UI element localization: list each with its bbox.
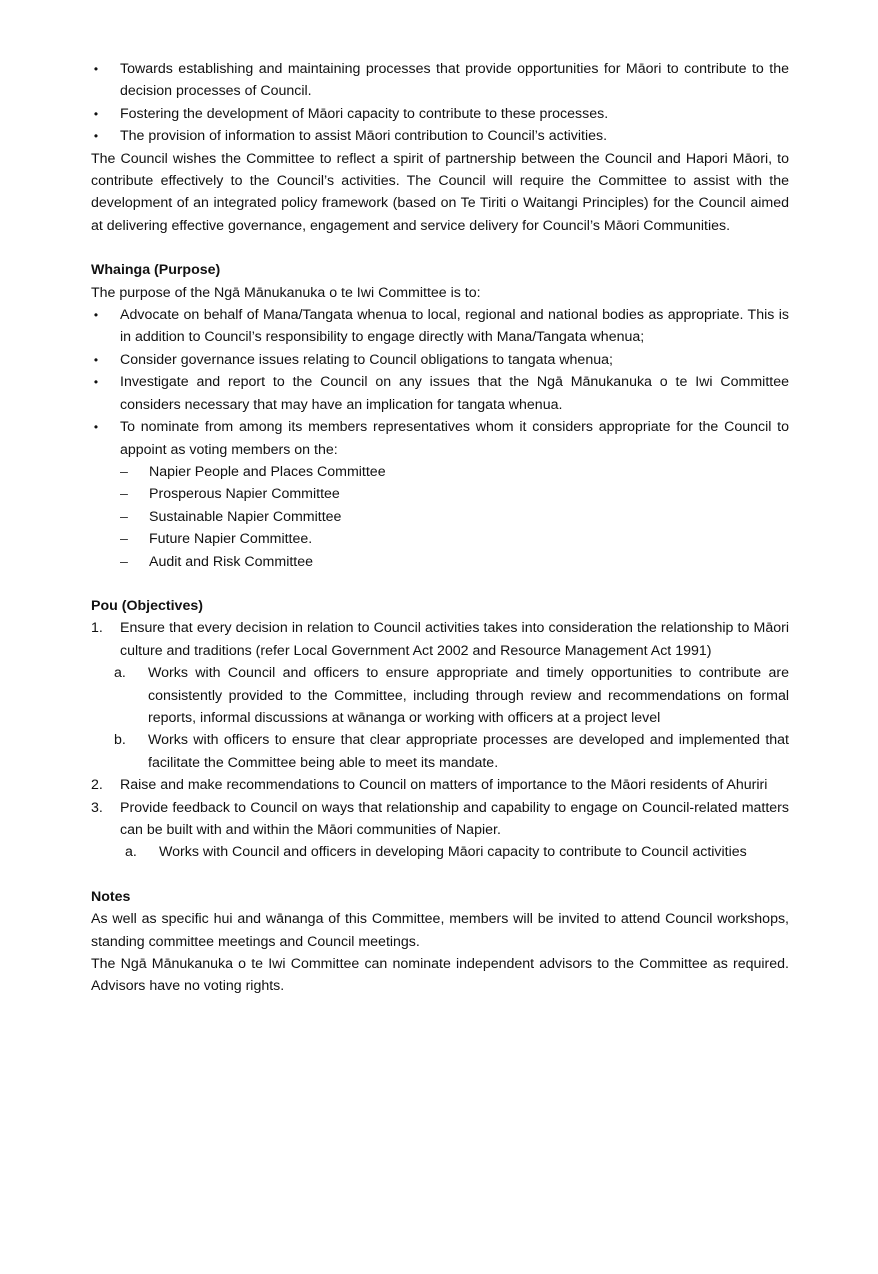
committee-name: Audit and Risk Committee [149,553,314,570]
list-item [125,841,789,863]
document-page [91,58,789,998]
purpose-heading: Whainga (Purpose) [91,262,221,279]
list-item [91,416,789,573]
bullet-text: The provision of information to assist Māori contribution to Council’s activities. [120,128,608,145]
list-item [91,125,789,147]
committee-list [120,461,789,573]
letter-marker: a. [114,665,126,682]
bullet-text: Consider governance issues relating to Council obligations to tangata whenua; [120,351,613,368]
list-item [91,774,789,796]
bullet-text: Investigate and report to the Council on any issues that the Ngā Mānukanuka o te Iwi Committee considers necessary that may have an implication for tangata whenua. [120,374,789,413]
dash-marker: – [120,508,128,525]
list-item [120,461,789,483]
bullet-marker: • [93,62,99,76]
bullet-marker: • [93,352,99,367]
list-item [91,371,789,416]
bullet-marker: • [93,308,99,323]
subobjective-text: Works with Council and officers in developing Māori capacity to contribute to Council activities [159,844,747,861]
bullet-text: Towards establishing and maintaining processes that provide opportunities for Māori to contribute to the decision processes of Council. [120,61,789,100]
subobjective-text: Works with Council and officers to ensure appropriate and timely opportunities to contribute are consistently provided to the Committee, including through review and recommendations on formal reports, informal discussions at wānanga or working with officers at a project level [148,665,789,726]
objective-text: Provide feedback to Council on ways that relationship and capability to engage on Council-related matters can be built with and within the Māori communities of Napier. [120,799,789,838]
intro-bullet-list [91,58,789,148]
list-item [114,662,789,729]
number-marker: 2. [91,777,103,794]
committee-name: Future Napier Committee. [149,531,313,548]
bullet-marker: • [93,375,99,390]
letter-marker: b. [114,732,126,749]
list-item [114,729,789,774]
bullet-text: Advocate on behalf of Mana/Tangata whenua to local, regional and national bodies as appropriate. This is in addition to Council’s responsibility to engage directly with Mana/Tangata whenua; [120,307,789,346]
bullet-marker: • [93,106,99,121]
list-item [120,506,789,528]
list-item [91,617,789,774]
list-item [91,797,789,864]
letter-marker: a. [125,844,137,861]
list-item [120,483,789,505]
dash-marker: – [120,553,128,570]
notes-paragraph: The Ngā Mānukanuka o te Iwi Committee can nominate independent advisors to the Committee as required. Advisors have no voting rights. [91,956,789,995]
objectives-heading: Pou (Objectives) [91,597,203,614]
list-item [120,528,789,550]
objective-sublist [114,662,789,774]
objective-text: Ensure that every decision in relation to Council activities takes into consideration the relationship to Māori culture and traditions (refer Local Government Act 2002 and Resource Management Act 1991) [120,620,789,659]
dash-marker: – [120,463,128,480]
number-marker: 1. [91,620,103,637]
list-item [91,304,789,349]
intro-paragraph: The Council wishes the Committee to reflect a spirit of partnership between the Council and Hapori Māori, to contribute effectively to the Council’s activities. The Council will require the Committee to assist with the development of an integrated policy framework (based on Te Tiriti o Waitangi Principles) for the Council aimed at delivering effective governance, engagement and service delivery for Council’s Māori Communities. [91,150,789,234]
objective-text: Raise and make recommendations to Council on matters of importance to the Māori residents of Ahuriri [120,777,768,794]
committee-name: Napier People and Places Committee [149,463,386,480]
list-item [120,551,789,573]
bullet-marker: • [93,129,99,144]
objectives-list [91,617,789,863]
committee-name: Prosperous Napier Committee [149,486,340,503]
bullet-marker: • [93,420,99,435]
list-item [91,349,789,371]
bullet-text: Fostering the development of Māori capacity to contribute to these processes. [120,105,609,122]
dash-marker: – [120,486,128,503]
list-item [91,58,789,103]
purpose-bullet-list [91,304,789,573]
number-marker: 3. [91,799,103,816]
bullet-text: To nominate from among its members representatives whom it considers appropriate for the Council to appoint as voting members on the: [120,419,789,458]
notes-paragraph: As well as specific hui and wānanga of this Committee, members will be invited to attend Council workshops, standing committee meetings and Council meetings. [91,911,789,950]
objective-sublist [125,841,789,863]
committee-name: Sustainable Napier Committee [149,508,342,525]
purpose-lead: The purpose of the Ngā Mānukanuka o te Iwi Committee is to: [91,284,481,301]
dash-marker: – [120,531,128,548]
notes-heading: Notes [91,888,131,905]
list-item [91,103,789,125]
subobjective-text: Works with officers to ensure that clear appropriate processes are developed and implemented that facilitate the Committee being able to meet its mandate. [148,732,789,771]
